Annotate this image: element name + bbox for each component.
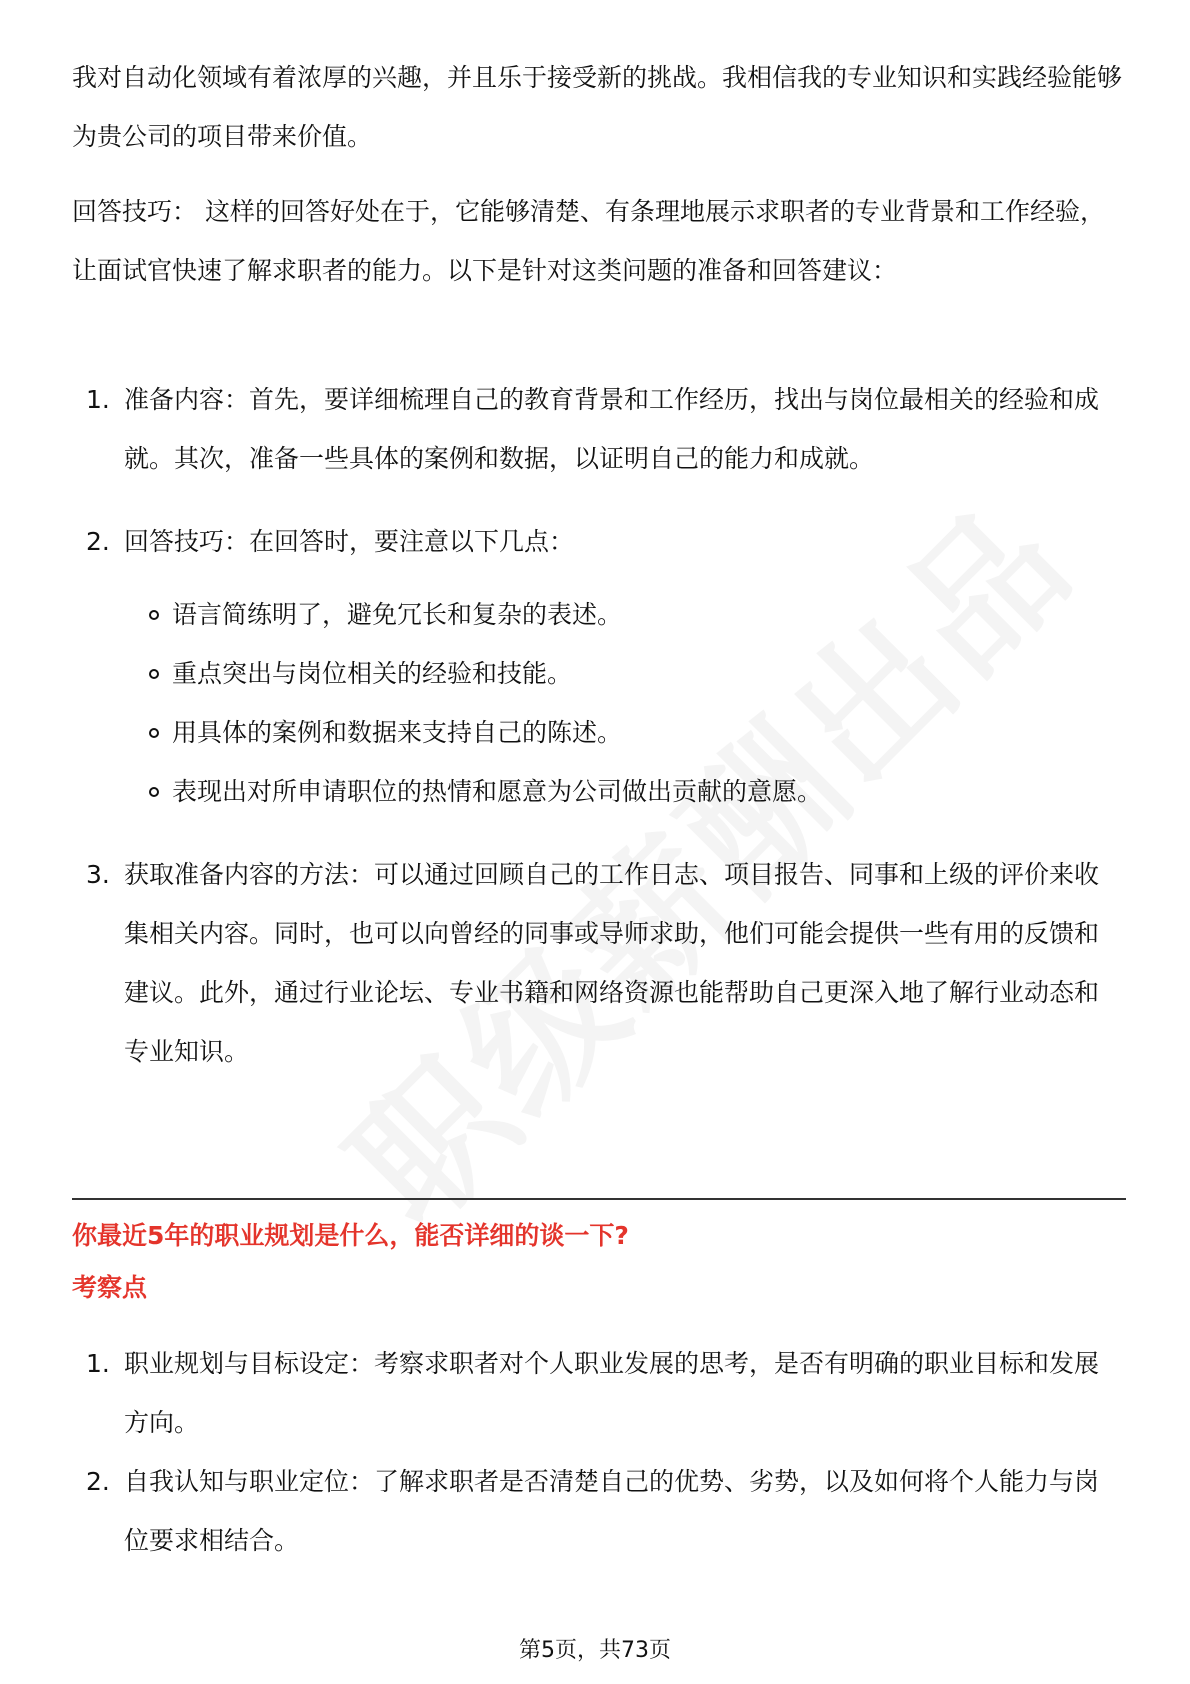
intro-paragraph: 我对自动化领域有着浓厚的兴趣，并且乐于接受新的挑战。我相信我的专业知识和实践经验能够为贵公司的项目带来价值。: [72, 63, 1123, 151]
suggestion-list: [72, 370, 1122, 1081]
bullet-item: 用具体的案例和数据来支持自己的陈述。: [124, 703, 1122, 762]
evaluation-points-list: [72, 1334, 1122, 1570]
bullet-item: 重点突出与岗位相关的经验和技能。: [124, 644, 1122, 703]
page-footer: 第5页，共73页: [519, 1638, 671, 1663]
suggestion-item-3: [72, 845, 1122, 1081]
list-marker: 1.: [86, 1349, 110, 1378]
circle-bullet-icon: [149, 728, 159, 738]
suggestion-item-1: [72, 370, 1122, 488]
section-heading: 考察点: [72, 1273, 148, 1302]
suggestion-item-2: [72, 512, 1122, 821]
tips-bullet-list: [124, 585, 1122, 821]
suggestion-text: 准备内容：首先，要详细梳理自己的教育背景和工作经历，找出与岗位最相关的经验和成就。其次，准备一些具体的案例和数据，以证明自己的能力和成就。: [124, 385, 1100, 473]
bullet-item: 表现出对所申请职位的热情和愿意为公司做出贡献的意愿。: [124, 762, 1122, 821]
bullet-item: 语言简练明了，避免冗长和复杂的表述。: [124, 585, 1122, 644]
list-marker: 2.: [86, 1467, 110, 1496]
suggestion-text: 获取准备内容的方法：可以通过回顾自己的工作日志、项目报告、同事和上级的评价来收集相关内容。同时，也可以向曾经的同事或导师求助，他们可能会提供一些有用的反馈和建议。此外，通过行业论坛、专业书籍和网络资源也能帮助自己更深入地了解行业动态和专业知识。: [124, 860, 1100, 1066]
question-title: 你最近5年的职业规划是什么，能否详细的谈一下?: [72, 1221, 629, 1250]
suggestion-text: 回答技巧：在回答时，要注意以下几点：: [124, 527, 575, 556]
circle-bullet-icon: [149, 787, 159, 797]
list-marker: 3.: [86, 860, 110, 889]
list-marker: 2.: [86, 527, 110, 556]
section-divider: [72, 1198, 1126, 1200]
circle-bullet-icon: [149, 669, 159, 679]
list-marker: 1.: [86, 385, 110, 414]
tips-paragraph: 回答技巧： 这样的回答好处在于，它能够清楚、有条理地展示求职者的专业背景和工作经验，让面试官快速了解求职者的能力。以下是针对这类问题的准备和回答建议：: [72, 197, 1105, 285]
circle-bullet-icon: [149, 610, 159, 620]
point-text: 职业规划与目标设定：考察求职者对个人职业发展的思考，是否有明确的职业目标和发展方向。: [124, 1349, 1100, 1437]
point-text: 自我认知与职业定位：了解求职者是否清楚自己的优势、劣势，以及如何将个人能力与岗位要求相结合。: [124, 1467, 1100, 1555]
point-item-1: [72, 1334, 1122, 1452]
point-item-2: [72, 1452, 1122, 1570]
